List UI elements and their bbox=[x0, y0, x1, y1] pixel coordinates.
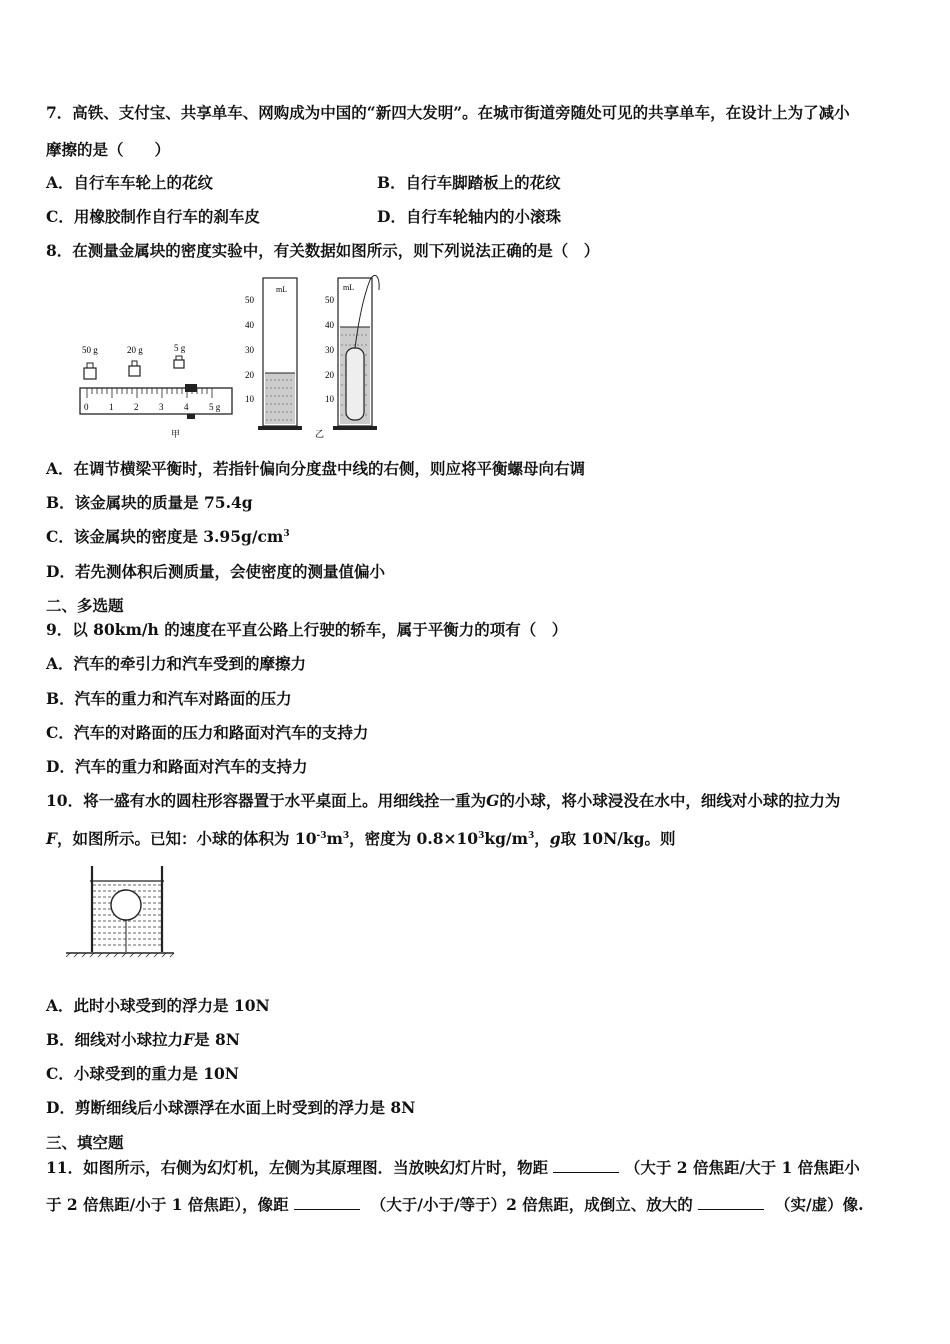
q11-blank-1[interactable] bbox=[553, 1158, 619, 1173]
q7-stem-line2: 摩擦的是（ ） bbox=[46, 140, 171, 159]
balance-scale bbox=[80, 384, 232, 439]
weight-50g bbox=[82, 345, 98, 379]
weight-20g bbox=[127, 345, 143, 376]
q9-option-c: C．汽车的对路面的压力和路面对汽车的支持力 bbox=[46, 723, 369, 742]
q7-option-c: C．用橡胶制作自行车的刹车皮 bbox=[46, 207, 260, 226]
q8-option-d: D．若先测体积后测质量，会使密度的测量值偏小 bbox=[46, 562, 385, 581]
label-jia: 甲 bbox=[171, 429, 181, 439]
q10-container-figure bbox=[64, 862, 180, 958]
q10-stem-line1: 10．将一盛有水的圆柱形容器置于水平桌面上。用细线拴一重为G的小球，将小球浸没在水中，细线对小球的拉力为 bbox=[46, 791, 841, 810]
svg-text:30: 30 bbox=[245, 345, 254, 355]
svg-text:mL: mL bbox=[276, 285, 288, 294]
q9-stem: 9．以 80km/h 的速度在平直公路上行驶的轿车，属于平衡力的项有（ ） bbox=[46, 620, 568, 639]
q8-stem: 8．在测量金属块的密度实验中，有关数据如图所示，则下列说法正确的是（ ） bbox=[46, 241, 600, 260]
q10-option-c: C．小球受到的重力是 10N bbox=[46, 1064, 239, 1083]
q7-option-a: A．自行车车轮上的花纹 bbox=[46, 173, 214, 192]
section-title-multiple-choice: 二、多选题 bbox=[46, 596, 124, 615]
measuring-cylinder-1 bbox=[245, 278, 302, 430]
weight-5g bbox=[174, 343, 186, 368]
q10-option-a: A．此时小球受到的浮力是 10N bbox=[46, 996, 270, 1015]
svg-text:40: 40 bbox=[245, 320, 254, 330]
q9-option-a: A．汽车的牵引力和汽车受到的摩擦力 bbox=[46, 654, 307, 673]
q11-line1: 11．如图所示，右侧为幻灯机，左侧为其原理图．当放映幻灯片时，物距 （大于 2 倍焦距/大于 1 倍焦距小 bbox=[46, 1158, 860, 1177]
svg-text:1: 1 bbox=[109, 402, 114, 412]
q7-option-b: B．自行车脚踏板上的花纹 bbox=[377, 173, 561, 192]
svg-text:40: 40 bbox=[325, 320, 334, 330]
svg-text:3: 3 bbox=[159, 402, 164, 412]
svg-text:20: 20 bbox=[245, 370, 254, 380]
q10-option-d: D．剪断细线后小球漂浮在水面上时受到的浮力是 8N bbox=[46, 1098, 416, 1117]
svg-text:20: 20 bbox=[325, 370, 334, 380]
svg-text:20 g: 20 g bbox=[127, 345, 143, 355]
q8-option-b: B．该金属块的质量是 75.4g bbox=[46, 493, 253, 512]
q9-option-d: D．汽车的重力和路面对汽车的支持力 bbox=[46, 757, 308, 776]
measuring-cylinder-2 bbox=[315, 275, 379, 439]
svg-text:50: 50 bbox=[245, 295, 254, 305]
q10-stem-line2: F，如图所示。已知：小球的体积为 $10^{-3}m^3$，密度为 $0.8\times 10^3kg/m^3$，g取 10N/kg。则 bbox=[46, 829, 676, 848]
svg-text:50: 50 bbox=[325, 295, 334, 305]
svg-text:mL: mL bbox=[343, 283, 355, 292]
label-yi: 乙 bbox=[315, 429, 325, 439]
svg-text:50 g: 50 g bbox=[82, 345, 98, 355]
svg-text:2: 2 bbox=[134, 402, 139, 412]
svg-text:5 g: 5 g bbox=[209, 402, 221, 412]
section-title-fill-in: 三、填空题 bbox=[46, 1133, 124, 1152]
q7-option-d: D．自行车轮轴内的小滚珠 bbox=[377, 207, 561, 226]
q10-option-b: B．细线对小球拉力F是 8N bbox=[46, 1030, 240, 1049]
q11-blank-2[interactable] bbox=[294, 1195, 360, 1210]
q11-blank-3[interactable] bbox=[698, 1195, 764, 1210]
svg-text:4: 4 bbox=[184, 402, 189, 412]
q7-stem-line1: 7．高铁、支付宝、共享单车、网购成为中国的“新四大发明”。在城市街道旁随处可见的共享单车，在设计上为了减小 bbox=[46, 103, 850, 122]
svg-text:30: 30 bbox=[325, 345, 334, 355]
q8-figure bbox=[70, 270, 410, 440]
q9-option-b: B．汽车的重力和汽车对路面的压力 bbox=[46, 689, 292, 708]
svg-text:10: 10 bbox=[245, 394, 254, 404]
svg-text:5 g: 5 g bbox=[174, 343, 186, 353]
q8-option-a: A．在调节横梁平衡时，若指针偏向分度盘中线的右侧，则应将平衡螺母向右调 bbox=[46, 459, 586, 478]
svg-text:10: 10 bbox=[325, 394, 334, 404]
q8-option-c: C．该金属块的密度是 $3.95g/cm^3$ bbox=[46, 527, 290, 546]
q11-line2: 于 2 倍焦距/小于 1 倍焦距），像距 （大于/小于/等于）2 倍焦距，成倒立、放大的 （实/虚）像. bbox=[46, 1195, 864, 1214]
svg-text:0: 0 bbox=[84, 402, 89, 412]
